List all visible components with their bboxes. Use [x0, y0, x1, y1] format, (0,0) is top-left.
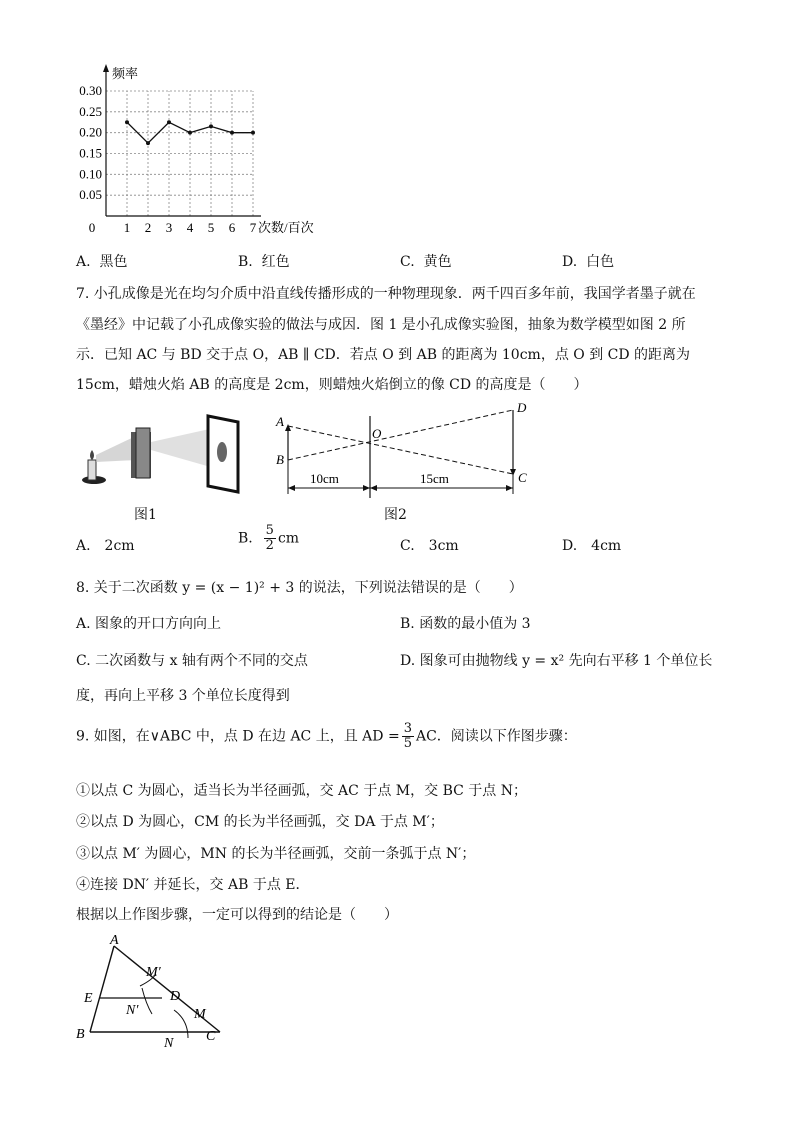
data-point — [230, 131, 234, 135]
q9-label-m: M — [194, 1007, 206, 1022]
q7-option-c: C. 3cm — [400, 538, 459, 554]
x-tick-label: 1 — [123, 220, 131, 235]
q7-line-4: 15cm，蜡烛火焰 AB 的高度是 2cm，则蜡烛火焰倒立的像 CD 的高度是（ ） — [76, 377, 588, 393]
y-tick-label: 0.10 — [79, 166, 102, 182]
y-axis-arrow — [103, 64, 109, 72]
q9-figure — [70, 928, 230, 1053]
q7-figure-2-caption: 图2 — [384, 507, 407, 523]
q8-option-b: B. 函数的最小值为 3 — [400, 616, 531, 632]
data-point — [209, 124, 213, 128]
fig2-label-o: O — [372, 426, 382, 441]
y-tick-label: 0.30 — [79, 83, 102, 98]
data-point — [167, 120, 171, 124]
y-tick-label: 0.05 — [79, 187, 102, 203]
x-tick-label: 4 — [186, 220, 194, 235]
q6-option-d: D. 白色 — [562, 254, 615, 270]
q6-option-c: C. 黄色 — [400, 254, 452, 270]
frequency-chart — [70, 60, 340, 240]
fig2-label-a: A — [276, 414, 284, 429]
q9-label-e: E — [84, 991, 93, 1006]
q8-option-c: C. 二次函数与 x 轴有两个不同的交点 — [76, 653, 308, 669]
y-tick-label: 0.20 — [79, 124, 102, 140]
q9-label-d: D — [170, 989, 181, 1004]
x-tick-label: 5 — [207, 220, 215, 235]
q9-label-c: C — [206, 1029, 216, 1044]
q7-figure-1-caption: 图1 — [134, 507, 157, 523]
q7-figure-2 — [270, 398, 540, 502]
q7-option-d: D. 4cm — [562, 538, 622, 554]
q7-option-a: A. 2cm — [76, 538, 135, 554]
q9-label-b: B — [76, 1027, 85, 1042]
x-tick-label: 3 — [165, 220, 173, 235]
fig2-label-c: C — [518, 470, 527, 485]
x-axis-label: 次数/百次 — [258, 220, 314, 235]
q9-step-4: ④连接 DN′ 并延长，交 AB 于点 E． — [76, 877, 310, 893]
fig2-label-b: B — [276, 452, 284, 467]
data-point — [188, 131, 192, 135]
q9-question: 根据以上作图步骤，一定可以得到的结论是（ ） — [76, 907, 398, 923]
x-tick-label: 6 — [228, 220, 236, 235]
fig2-dist-10cm: 10cm — [310, 471, 339, 486]
q9-step-1: ①以点 C 为圆心，适当长为半径画弧，交 AC 于点 M，交 BC 于点 N； — [76, 783, 527, 799]
y-tick-label: 0.25 — [79, 103, 102, 119]
q9-step-2: ②以点 D 为圆心，CM 的长为半径画弧，交 DA 于点 M′； — [76, 814, 444, 830]
q6-option-b: B. 红色 — [238, 254, 290, 270]
q9-label-a: A — [110, 933, 119, 948]
data-point — [125, 120, 129, 124]
q8-option-d-continued: 度，再向上平移 3 个单位长度得到 — [76, 688, 290, 704]
fig2-dist-15cm: 15cm — [420, 471, 449, 486]
q8-stem: 8. 关于二次函数 y = (x − 1)² + 3 的说法，下列说法错误的是（ ） — [76, 580, 523, 596]
q8-option-a: A. 图象的开口方向向上 — [76, 616, 222, 632]
q9-stem: 9. 如图，在∨ABC 中，点 D 在边 AC 上，且 AD = $\frac{3}{5}$ AC．阅读以下作图步骤： — [76, 721, 577, 751]
q7-line-2: 《墨经》中记载了小孔成像实验的做法与成因．图 1 是小孔成像实验图，抽象为数学模型如图 2 所 — [76, 317, 686, 333]
q9-label-np: N′ — [126, 1003, 139, 1018]
q7-line-3: 示．已知 AC 与 BD 交于点 O，AB ∥ CD．若点 O 到 AB 的距离为 10cm，点 O 到 CD 的距离为 — [76, 347, 691, 363]
x-tick-label: 0 — [88, 220, 96, 235]
data-point — [251, 131, 255, 135]
chart-grid — [106, 91, 253, 216]
q8-option-d: D. 图象可由抛物线 y = x² 先向右平移 1 个单位长 — [400, 653, 713, 669]
q7-figure-1 — [76, 410, 246, 500]
fig2-label-d: D — [517, 400, 527, 415]
q7-option-b: B. $\frac{5}{2}$ cm — [238, 523, 300, 553]
y-tick-label: 0.15 — [79, 145, 102, 161]
q9-label-mp: M′ — [146, 965, 161, 980]
x-tick-label: 2 — [144, 220, 152, 235]
q6-option-a: A. 黑色 — [76, 254, 128, 270]
y-axis-label: 频率 — [112, 66, 139, 81]
x-tick-label: 7 — [249, 220, 257, 235]
q9-step-3: ③以点 M′ 为圆心，MN 的长为半径画弧，交前一条弧于点 N′； — [76, 846, 476, 862]
q9-label-n: N — [164, 1036, 174, 1051]
q7-line-1: 7. 小孔成像是光在均匀介质中沿直线传播形成的一种物理现象．两千四百多年前，我国学者墨子就在 — [76, 286, 696, 302]
data-point — [146, 141, 150, 145]
